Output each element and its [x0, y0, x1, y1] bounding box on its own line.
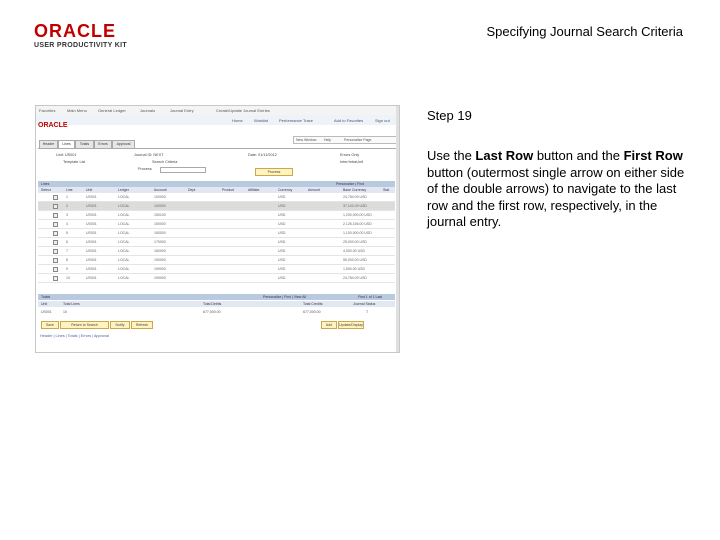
screenshot-grid-row: 3 US001 LOCAL 150100 USD 1,200,000.00 USD: [38, 211, 395, 220]
screenshot-grid-row: 2 US001 LOCAL 100000 USD 37,102.09 USD: [38, 202, 395, 211]
screenshot-action-buttons: Save Return to Search Notify Refresh Add Update/Display: [38, 321, 396, 329]
slide-title: Specifying Journal Search Criteria: [486, 24, 683, 39]
screenshot-journal-header: Unit: US001 Journal ID: NEXT Date: 01/11/2012 Errors Only Template List Search Criteria Inter/IntraUnit Process: [38, 148, 396, 179]
first-row-term: First Row: [623, 148, 683, 163]
screenshot-grid-row: 9 US001 LOCAL 199000 USD 1,500.00 USD: [38, 265, 395, 274]
screenshot-process-button: Process: [255, 168, 293, 176]
desc-text-3: button (outermost single arrow on either side of the double arrows) to navigate to the last row and the first row, respectively, in the journal entry.: [427, 164, 685, 229]
last-row-term: Last Row: [475, 148, 534, 163]
screenshot-totals-grid-title: Totals Personalize | Find | View All First 1 of 1 Last: [38, 294, 395, 300]
step-description: [427, 148, 689, 231]
screenshot-menu-strip: Home Worklist Performance Trace Add to Favorites Sign out: [36, 115, 399, 125]
screenshot-grid-row: 6 US001 LOCAL 170000 USD 25,000.00 USD: [38, 238, 395, 247]
screenshot-top-bar: Favorites Main Menu General Ledger Journals Journal Entry Create/Update Journal Entries: [36, 106, 399, 115]
screenshot-grid-row: 8 US001 LOCAL 190000 USD 55,000.00 USD: [38, 256, 395, 265]
screenshot-logo: ORACLE: [38, 122, 68, 129]
desc-text-2: button and the: [533, 148, 624, 163]
screenshot-lines-grid-header: Select Line Unit Ledger Account Dept Product Affiliate Currency Amount Base Currency Stat: [38, 187, 395, 193]
logo-brand: ORACLE: [34, 21, 116, 41]
step-label: Step 19: [427, 108, 472, 123]
screenshot-footer-links: Header | Lines | Totals | Errors | Approval: [40, 334, 109, 338]
screenshot-totals-row: US001 10 677,000.00 677,000.00 T: [41, 310, 369, 314]
screenshot-grid-row: 7 US001 LOCAL 180000 USD 4,000.00 USD: [38, 247, 395, 256]
screenshot-grid-row: 4 US001 LOCAL 150000 USD 2,126,166.00 USD: [38, 220, 395, 229]
screenshot-grid-row: 5 US001 LOCAL 160000 USD 1,100,000.00 USD: [38, 229, 395, 238]
screenshot-toolbar-links: New Window Help Personalize Page: [293, 136, 399, 144]
desc-text-1: Use the: [427, 148, 476, 163]
screenshot-grid-row: 10 US001 LOCAL 199000 USD 24,784.09 USD: [38, 274, 395, 283]
screenshot-scrollbar: [396, 106, 399, 352]
logo-subtitle: USER PRODUCTIVITY KIT: [34, 42, 127, 49]
screenshot-totals-grid-header: Unit Total Lines Total Debits Total Credits Journal Status: [38, 301, 395, 307]
oracle-upk-logo: [34, 22, 154, 49]
application-screenshot: Favorites Main Menu General Ledger Journals Journal Entry Create/Update Journal Entries Home Worklist Performance Trace Add to Favorites Sign out ORACLE New Window Help Personalize Page Header Lines Totals Errors Approval Unit: US001 Journal ID: NEXT Date: 01/11/2012 Errors Only Template List Search Criteria Inter/IntraUnit Process Process Lines Personalize | Find Select Line Unit Ledger Account Dept Product Affiliate Currency Amount Base Currency Stat 1 US001 LOCAL 100000 USD 24,784.09 USD 2 US001 LOCAL 100000 USD 37,102.09 USD 3 US001 LOCAL 150100 USD 1,200,000.00 USD 4 US001 LOCAL 150000 USD 2,126,166.00 USD 5 US001 LOCAL 160000 USD 1,100,000.00 USD 6 US001 LOCAL 170000 USD 25,000.00 USD 7 US001 LOCAL 180000 USD 4,000.00 USD 8 US001 LOCAL 190000 USD 55,000.00 USD 9 US001 LOCAL 199000 USD 1,500.00 USD 10 US001 LOCAL 199000 USD 24,784.09 USD Totals Personalize | Find | View All First 1 of 1 Last Unit Total Lines Total Debits Total Credits Journal Status US001 10 677,000.00 677,000.00 T Save Return to Search Notify Refresh Add Update/Display Header | Lines | Totals | Errors | Approval: [35, 105, 400, 353]
screenshot-grid-row: 1 US001 LOCAL 100000 USD 24,784.09 USD: [38, 193, 395, 202]
screenshot-lines-grid-title: Lines Personalize | Find: [38, 181, 395, 187]
